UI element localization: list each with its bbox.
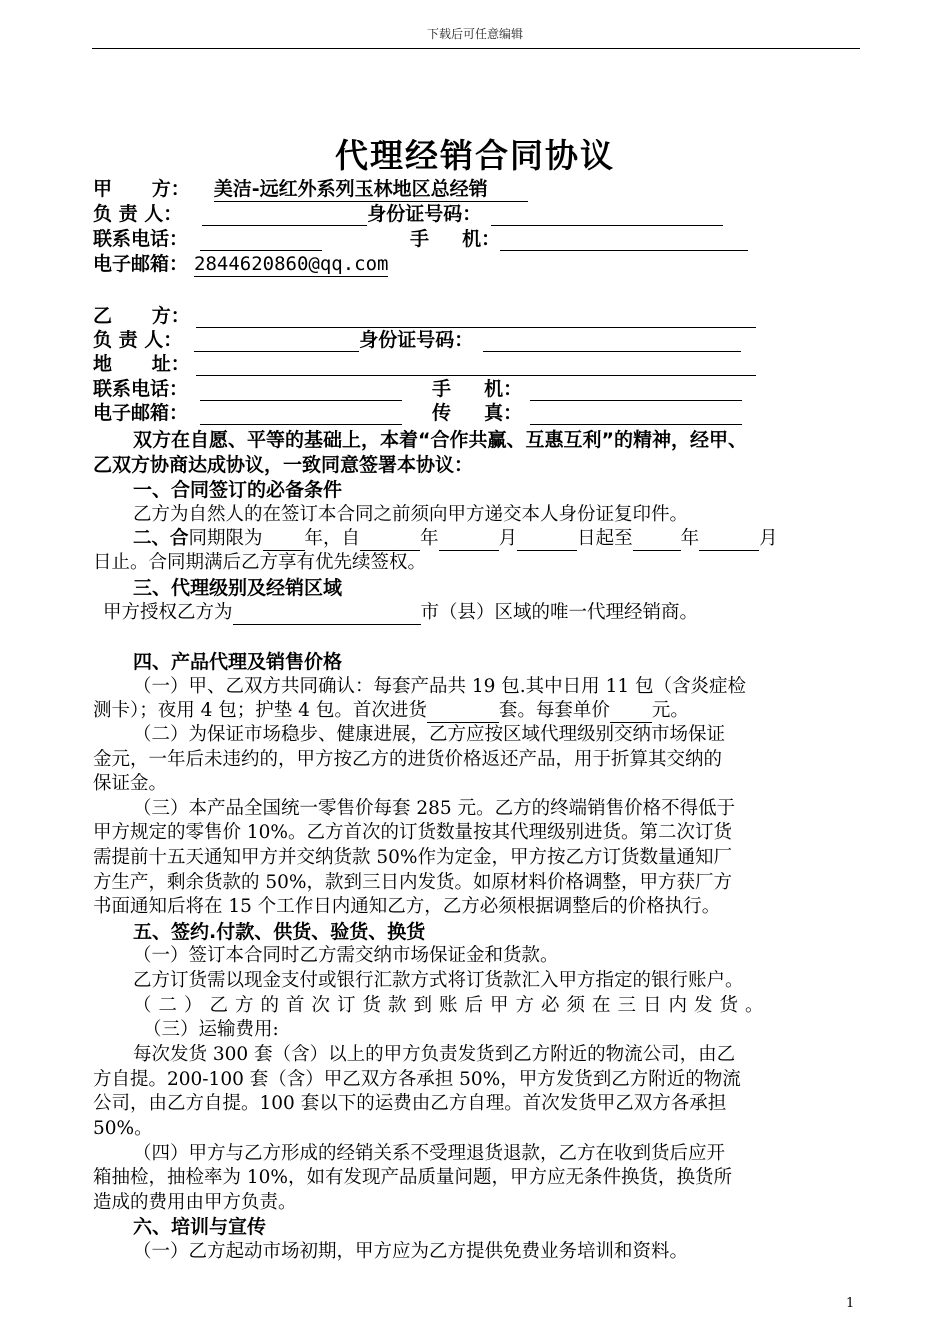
term-years-blank[interactable] xyxy=(263,530,305,551)
party-b-principal-blank[interactable] xyxy=(194,331,359,352)
party-a-email-label: 电子邮箱： xyxy=(93,253,189,275)
section-4-text-a: 测卡）；夜用 4 包；护垫 4 包。首次进货 xyxy=(93,700,427,721)
section-2-text-d: 月 xyxy=(498,528,518,549)
section-1-heading: 一、合同签订的必备条件 xyxy=(133,479,343,501)
section-2-text-a: 同期限为 xyxy=(188,528,263,549)
section-5-item-3-line-4: 50%。 xyxy=(93,1118,153,1139)
party-b-email-row xyxy=(93,401,742,425)
party-a-mobile-blank[interactable] xyxy=(500,230,748,251)
section-2-text-e: 日起至 xyxy=(577,528,633,549)
unit-price-blank[interactable] xyxy=(610,702,652,723)
section-3-heading: 三、代理级别及经销区域 xyxy=(133,577,343,599)
party-a-principal-row xyxy=(93,202,723,226)
party-b-principal-label: 负 责 人： xyxy=(93,329,183,351)
section-5-item-1: （一）签订本合同时乙方需交纳市场保证金和货款。 xyxy=(133,945,559,966)
section-6-heading: 六、培训与宣传 xyxy=(133,1216,267,1238)
section-6-item-1: （一）乙方起动市场初期，甲方应为乙方提供免费业务培训和资料。 xyxy=(133,1241,689,1262)
section-4-item-2-line-3: 保证金。 xyxy=(93,773,168,794)
section-4-heading: 四、产品代理及销售价格 xyxy=(133,651,343,673)
section-2-text-f: 年 xyxy=(680,528,700,549)
end-year-blank[interactable] xyxy=(633,530,681,551)
section-4-item-3-line-4: 方生产，剩余货款的 50%，款到三日内发货。如原材料价格调整，甲方获厂方 xyxy=(93,872,733,893)
section-5-item-3-line-3: 公司，由乙方自提。100 套以下的运费由乙方自理。首次发货甲乙双方各承担 xyxy=(93,1093,727,1114)
party-a-email-value: 2844620860@qq.com xyxy=(194,253,389,275)
section-5-item-3: （三）运输费用: xyxy=(143,1019,279,1040)
party-b-fax-label: 传 真： xyxy=(432,402,523,424)
party-b-email-blank[interactable] xyxy=(200,404,402,425)
party-a-mobile-label: 手 机： xyxy=(410,228,501,250)
section-4-text-c: 元。 xyxy=(651,700,689,721)
section-4-item-3-line-2: 甲方规定的零售价 10%。乙方首次的订货数量按其代理级别进货。第二次订货 xyxy=(93,822,733,843)
party-b-name-label: 乙 方： xyxy=(93,305,190,327)
party-a-phone-label: 联系电话： xyxy=(93,228,189,250)
section-3-paragraph xyxy=(103,601,698,625)
party-b-fax-blank[interactable] xyxy=(530,404,742,425)
intro-line-1: 双方在自愿、平等的基础上，本着“合作共赢、互惠互利”的精神，经甲、 xyxy=(133,429,747,451)
section-2-line-1 xyxy=(133,527,778,551)
city-county-blank[interactable] xyxy=(233,604,421,625)
section-5-item-3-line-1: 每次发货 300 套（含）以上的甲方负责发货到乙方附近的物流公司，由乙 xyxy=(133,1044,736,1065)
party-b-address-row xyxy=(93,352,756,376)
section-1-paragraph: 乙方为自然人的在签订本合同之前须向甲方递交本人身份证复印件。 xyxy=(133,504,689,525)
party-a-name-label: 甲 方： xyxy=(93,178,190,200)
section-4-item-3-line-3: 需提前十五天通知甲方并交纳货款 50%作为定金，甲方按乙方订货数量通知厂 xyxy=(93,847,733,868)
section-4-item-1-line-1: （一）甲、乙双方共同确认：每套产品共 19 包.其中日用 11 包（含炎症检 xyxy=(133,676,746,697)
party-a-phone-row xyxy=(93,227,748,251)
section-4-item-3-line-1: （三）本产品全国统一零售价每套 285 元。乙方的终端销售价格不得低于 xyxy=(133,798,736,819)
party-b-phone-blank[interactable] xyxy=(200,380,402,401)
start-year-blank[interactable] xyxy=(360,530,420,551)
party-a-id-label: 身份证号码： xyxy=(367,203,482,225)
section-4-text-b: 套。每套单价 xyxy=(498,700,610,721)
section-5-item-4-line-2: 箱抽检，抽检率为 10%，如有发现产品质量问题，甲方应无条件换货，换货所 xyxy=(93,1167,733,1188)
party-b-address-label: 地 址： xyxy=(93,353,190,375)
party-a-email-row xyxy=(93,252,388,277)
party-a-phone-blank[interactable] xyxy=(200,230,322,251)
party-b-phone-row xyxy=(93,377,742,401)
party-b-name-blank[interactable] xyxy=(196,307,756,328)
end-month-blank[interactable] xyxy=(699,530,759,551)
section-4-item-2-line-2: 金元，一年后未违约的，甲方按乙方的进货价格返还产品，用于折算其交纳的 xyxy=(93,749,723,770)
section-2-text-c: 年 xyxy=(420,528,439,549)
section-3-text-b: 市（县）区域的唯一代理经销商。 xyxy=(420,602,699,623)
section-5-item-2: （二）乙方的首次订货款到账后甲方必须在三日内发货。 xyxy=(133,995,771,1016)
party-b-name-row xyxy=(93,304,756,328)
section-4-item-3-line-5: 书面通知后将在 15 个工作日内通知乙方，乙方必须根据调整后的价格执行。 xyxy=(93,896,721,917)
section-2-line-2: 日止。合同期满后乙方享有优先续签权。 xyxy=(93,552,427,573)
section-5-item-3-line-2: 方自提。200-100 套（含）甲乙双方各承担 50%，甲方发货到乙方附近的物流 xyxy=(93,1069,741,1090)
party-b-phone-label: 联系电话： xyxy=(93,378,189,400)
section-5-item-4-line-3: 造成的费用由甲方负责。 xyxy=(93,1192,297,1213)
party-b-principal-row xyxy=(93,328,741,352)
section-3-text-a: 甲方授权乙方为 xyxy=(103,602,233,623)
section-5-item-4-line-1: （四）甲方与乙方形成的经销关系不受理退货退款，乙方在收到货后应开 xyxy=(133,1143,726,1164)
party-b-address-blank[interactable] xyxy=(196,355,756,376)
section-2-text-b: 年，自 xyxy=(304,528,361,549)
party-a-name-row xyxy=(93,177,528,202)
party-b-email-label: 电子邮箱： xyxy=(93,402,189,424)
first-order-sets-blank[interactable] xyxy=(427,702,499,723)
document-title: 代理经销合同协议 xyxy=(335,136,615,175)
section-4-item-2-line-1: （二）为保证市场稳步、健康进展，乙方应按区域代理级别交纳市场保证 xyxy=(133,724,726,745)
section-2-text-g: 月 xyxy=(759,528,778,549)
section-5-heading: 五、签约.付款、供货、验货、换货 xyxy=(133,921,426,943)
party-a-principal-blank[interactable] xyxy=(202,205,367,226)
start-day-blank[interactable] xyxy=(517,530,577,551)
party-b-mobile-blank[interactable] xyxy=(530,380,742,401)
party-b-id-label: 身份证号码： xyxy=(359,329,474,351)
party-b-mobile-label: 手 机： xyxy=(432,378,523,400)
header-divider xyxy=(92,48,860,49)
intro-line-2: 乙双方协商达成协议，一致同意签署本协议： xyxy=(93,454,474,476)
party-a-id-blank[interactable] xyxy=(491,205,723,226)
section-4-item-1-line-2 xyxy=(93,699,689,723)
start-month-blank[interactable] xyxy=(439,530,499,551)
section-5-item-1b: 乙方订货需以现金支付或银行汇款方式将订货款汇入甲方指定的银行账户。 xyxy=(133,970,744,991)
header-note: 下载后可任意编辑 xyxy=(426,27,523,41)
party-a-principal-label: 负 责 人： xyxy=(93,203,183,225)
page-number: 1 xyxy=(846,1296,855,1311)
party-a-name-value: 美洁-远红外系列玉林地区总经销 xyxy=(213,178,488,200)
section-2-heading: 二、合 xyxy=(133,528,189,549)
party-b-id-blank[interactable] xyxy=(483,331,741,352)
